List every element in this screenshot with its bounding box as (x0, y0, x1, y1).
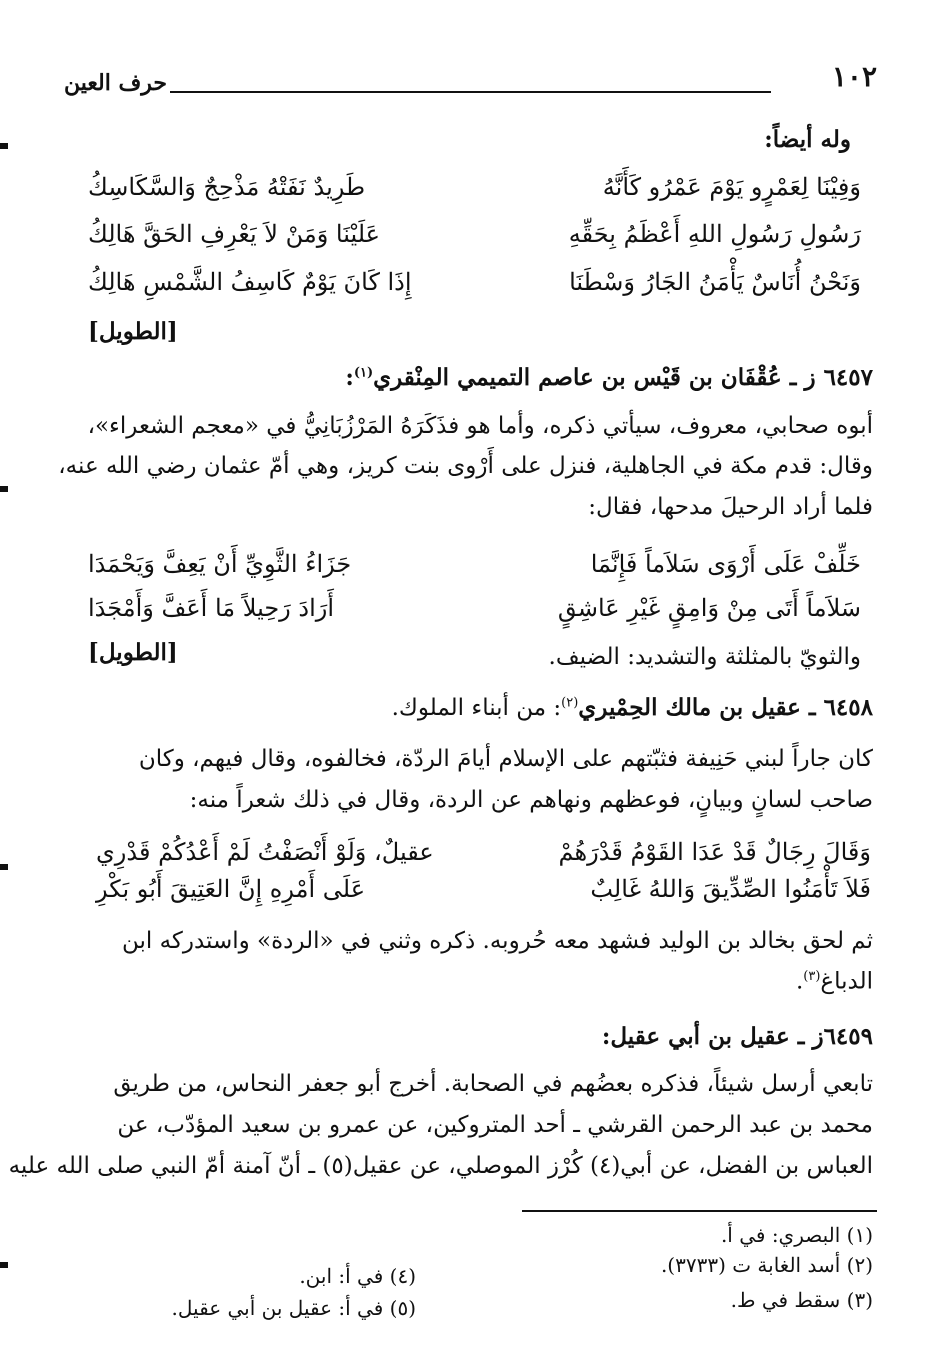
footnote: (٣) سقط في ط. (730, 1288, 873, 1312)
footnote-rule (522, 1210, 877, 1212)
entry-heading-6457: ٦٤٥٧ ز ـ عُقْفَان بن قَيْس بن عاصم التميمي المِنْقري$^{(١)}$: (345, 364, 873, 391)
verse-7a: فَلاَ تَأْمَنُوا الصِّدِّيقَ وَاللهُ غَالِبٌ (590, 875, 871, 903)
verse-6a: وَقَالَ رِجَالٌ قَدْ عَدَا القَوْمُ قَدْرَهُمْ (558, 838, 871, 866)
verse-4a: خَلِّفْ عَلَى أَرْوَى سَلاَماً فَإِنَّمَا (590, 550, 861, 578)
body-line: أبوه صحابي، معروف، سيأتي ذكره، وأما هو فذَكَرَهُ المَرْزُبَانِيُّ في «معجم الشعراء»، (87, 413, 873, 439)
body-line: فلما أراد الرحيلَ مدحها، فقال: (588, 494, 873, 520)
body-line: كان جاراً لبني حَنِيفة فثبّتهم على الإسلام أيامَ الردّة، فخالفوه، وقال فيهم، وكان (138, 746, 873, 772)
footnote: (١) البصري: في أ. (720, 1223, 873, 1247)
entry-heading-6458: ٦٤٥٨ ـ عقيل بن مالك الحِمْيري$^{(٢)}$: من أبناء الملوك. (391, 694, 873, 721)
body-line: محمد بن عبد الرحمن القرشي ـ أحد المتروكين، عن عمرو بن سعيد المؤدّب، عن (117, 1112, 873, 1138)
binding-mark (0, 143, 8, 149)
verse-4b: جَزَاءُ الثَّوِيِّ أَنْ يَعِفَّ وَيَحْمَدَا (88, 550, 352, 578)
page-number: ١٠٢ (831, 60, 877, 93)
entry-heading-6459: ٦٤٥٩ز ـ عقيل بن أبي عقيل: (601, 1023, 873, 1050)
verse-2a: رَسُولِ رَسُولِ اللهِ أَعْظَمُ بِحَقِّهِ (568, 220, 861, 248)
body-line: ثم لحق بخالد بن الوليد فشهد معه حُروبه. ذكره وثني في «الردة» واستدركه ابن (121, 928, 873, 954)
verse-7b: عَلَى أَمْرِهِ إِنَّ العَتِيقَ أَبُو بَكْرِ (96, 875, 366, 903)
binding-mark (0, 1262, 8, 1268)
poem-intro: وله أيضاً: (764, 126, 851, 153)
verse-1b: طَرِيدٌ نَفَتْهُ مَذْحِجٌ وَالسَّكَاسِكُ (88, 173, 366, 201)
verse-5b: أَرَادَ رَحِيلاً مَا أَعَفَّ وَأَمْجَدَا (88, 594, 334, 622)
footnote: (٥) في أ: عقيل بن أبي عقيل. (171, 1296, 416, 1320)
footnote: (٢) أسد الغابة ت (٣٧٣٣). (660, 1253, 873, 1277)
body-line: تابعي أرسل شيئاً، فذكره بعضُهم في الصحابة. أخرج أبو جعفر النحاس، من طريق (113, 1071, 873, 1097)
verse-5a: سَلاَماً أَتَى مِنْ وَامِقٍ غَيْرِ عَاشِقٍ (557, 594, 861, 622)
body-line: صاحب لسانٍ وبيانٍ، فوعظهم ونهاهم عن الردة، وقال في ذلك شعراً منه: (189, 787, 873, 813)
body-line: وقال: قدم مكة في الجاهلية، فنزل على أَرْوى بنت كريز، وهي أمّ عثمان رضي الله عنه، (58, 453, 873, 479)
verse-2b: عَلَيْنَا وَمَنْ لاَ يَعْرِفِ الحَقَّ هَالِكُ (88, 220, 380, 248)
body-line: العباس بن الفضل، عن أبي(٤) كُرْز الموصلي، عن عقيل(٥) ـ أنّ آمنة أمّ النبي صلى الله عليه (8, 1153, 873, 1179)
verse-6b: عقيلٌ، وَلَوْ أَنْصَفْتُ لَمْ أَعْدُكُمْ قَدْرِي (96, 838, 434, 866)
verse-3b: إِذَا كَانَ يَوْمٌ كَاسِفُ الشَّمْسِ هَالِكُ (88, 268, 412, 296)
footnote: (٤) في أ: ابن. (299, 1264, 416, 1288)
gloss: والثويّ بالمثلثة والتشديد: الضيف. (548, 644, 861, 670)
verse-3a: وَنَحْنُ أُنَاسٌ يَأْمَنُ الجَارُ وَسْطَنَا (569, 268, 861, 296)
body-line: الدباغ$^{(٣)}$. (795, 968, 873, 995)
binding-mark (0, 864, 8, 870)
header-rule (170, 91, 771, 93)
meter-label: [الطويل] (88, 318, 178, 345)
meter-label: [الطويل] (88, 639, 178, 666)
chapter-title: حرف العين (64, 70, 168, 96)
verse-1a: وَفِيْنَا لِعَمْرٍو يَوْمَ عَمْرُو كَأَنَّهُ (602, 173, 861, 201)
binding-mark (0, 486, 8, 492)
